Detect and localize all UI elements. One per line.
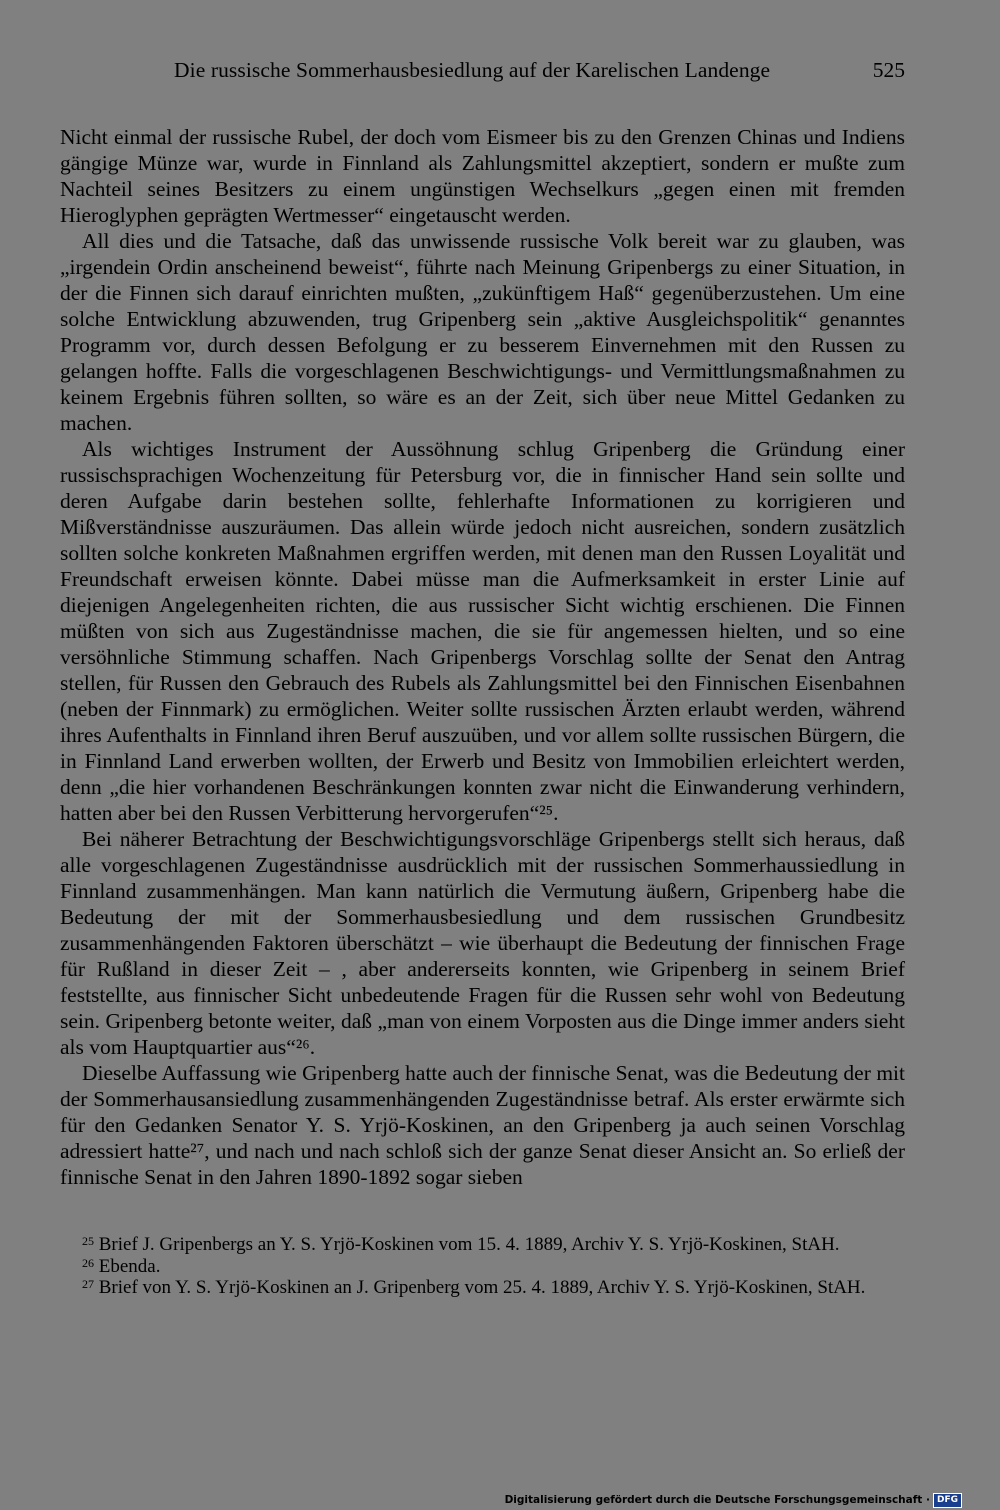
footnote-marker: 26 [82,1255,94,1270]
footnotes [60,1234,905,1299]
footnote [60,1234,905,1256]
footnote-text: Ebenda. [98,1255,161,1277]
paragraph: Bei näherer Betrachtung der Beschwichtigungsvorschläge Gripenbergs stellt sich heraus, daß alle vorgeschlagenen Zugeständnisse ausdrücklich mit der russischen Sommerhaussiedlung in Finnland zusammenhängen. Man kann natürlich die Vermutung äußern, Gripenberg habe die Bedeutung der mit der Sommerhausbesiedlung und dem russischen Grundbesitz zusammenhängenden Faktoren überschätzt – wie überhaupt die Bedeutung der finnischen Frage für Rußland in dieser Zeit – , aber andererseits konnten, wie Gripenberg in seinem Brief feststellte, aus finnischer Sicht unbedeutende Fragen für die Russen sehr wohl von Bedeutung sein. Gripenberg betonte weiter, daß „man von einem Vorposten aus die Dinge immer anders sieht als vom Hauptquartier aus“²⁶. [60,827,905,1059]
running-title: Die russische Sommerhausbesiedlung auf der Karelischen Landenge [174,58,771,82]
footnote-marker: 25 [82,1234,94,1248]
footnote [60,1277,905,1299]
paragraph: All dies und die Tatsache, daß das unwissende russische Volk bereit war zu glauben, was „irgendein Ordin anscheinend beweist“, führte nach Meinung Gripenbergs zu einer Situation, in der die Finnen sich darauf einrichten mußten, „zukünftigem Haß“ gegenüberzustehen. Um eine solche Entwicklung abzuwenden, trug Gripenberg sein „aktive Ausgleichspolitik“ genanntes Programm vor, durch dessen Befolgung er zu besserem Einvernehmen mit den Russen zu gelangen hoffte. Falls die vorgeschlagenen Beschwichtigungs- und Vermittlungsmaßnahmen zu keinem Ergebnis führen sollten, so wäre es an der Zeit, sich über neue Mittel Gedanken zu machen. [60,229,905,435]
paragraph: Dieselbe Auffassung wie Gripenberg hatte auch der finnische Senat, was die Bedeutung der mit der Sommerhausansiedlung zusammenhängenden Zugeständnisse betraf. Als erster erwärmte sich für den Gedanken Senator Y. S. Yrjö-Koskinen, an den Gripenberg ja auch seinen Vorschlag adressiert hatte²⁷, und nach und nach schloß sich der ganze Senat dieser Ansicht an. So erließ der finnische Senat in den Jahren 1890-1892 sogar sieben [60,1061,905,1189]
page-number: 525 [872,58,905,82]
paragraph: Nicht einmal der russische Rubel, der doch vom Eismeer bis zu den Grenzen Chinas und Indiens gängige Münze war, wurde in Finnland als Zahlungsmittel akzeptiert, sondern er mußte zum Nachteil seines Besitzers zu einem ungünstigen Wechselkurs „gegen einen mit fremden Hieroglyphen geprägten Wertmesser“ eingetauscht werden. [60,125,905,227]
digitization-credit [505,1492,962,1508]
credit-text: Digitalisierung gefördert durch die Deutsche Forschungsgemeinschaft · [504,1494,930,1506]
footnote-text: Brief von Y. S. Yrjö-Koskinen an J. Gripenberg vom 25. 4. 1889, Archiv Y. S. Yrjö-Koskinen, StAH. [98,1277,866,1298]
footnote-text: Brief J. Gripenbergs an Y. S. Yrjö-Koskinen vom 15. 4. 1889, Archiv Y. S. Yrjö-Koskinen, StAH. [98,1234,840,1255]
paragraph: Als wichtiges Instrument der Aussöhnung schlug Gripenberg die Gründung einer russischsprachigen Wochenzeitung für Petersburg vor, die in finnischer Hand sein sollte und deren Aufgabe darin bestehen sollte, fehlerhafte Informationen zu korrigieren und Mißverständnisse auszuräumen. Das allein würde jedoch nicht ausreichen, sondern zusätzlich sollten solche konkreten Maßnahmen ergriffen werden, mit denen man den Russen Loyalität und Freundschaft erweisen könnte. Dabei müsse man die Aufmerksamkeit in erster Linie auf diejenigen Angelegenheiten richten, die aus russischer Sicht wichtig erschienen. Die Finnen müßten von sich aus Zugeständnisse machen, die sie für angemessen hielten, und so eine versöhnliche Stimmung schaffen. Nach Gripenbergs Vorschlag sollte der Senat den Antrag stellen, für Russen den Gebrauch des Rubels als Zahlungsmittel bei den Finnischen Eisenbahnen (neben der Finnmark) zu ermöglichen. Weiter sollte russischen Ärzten erlaubt werden, während ihres Aufenthalts in Finnland ihren Beruf auszuüben, und vor allem sollte russischen Bürgern, die in Finnland Land erwerben wollten, der Erwerb und Besitz von Immobilien erleichtert werden, denn „die hier vorhandenen Beschränkungen konnten zwar nicht die Einwanderung verhindern, hatten aber bei den Russen Verbitterung hervorgerufen“²⁵. [60,437,905,825]
footnote [60,1256,905,1278]
body-text [60,124,905,1190]
dfg-logo: DFG [933,1493,962,1508]
running-head [60,58,905,88]
footnote-marker: 27 [82,1277,94,1291]
